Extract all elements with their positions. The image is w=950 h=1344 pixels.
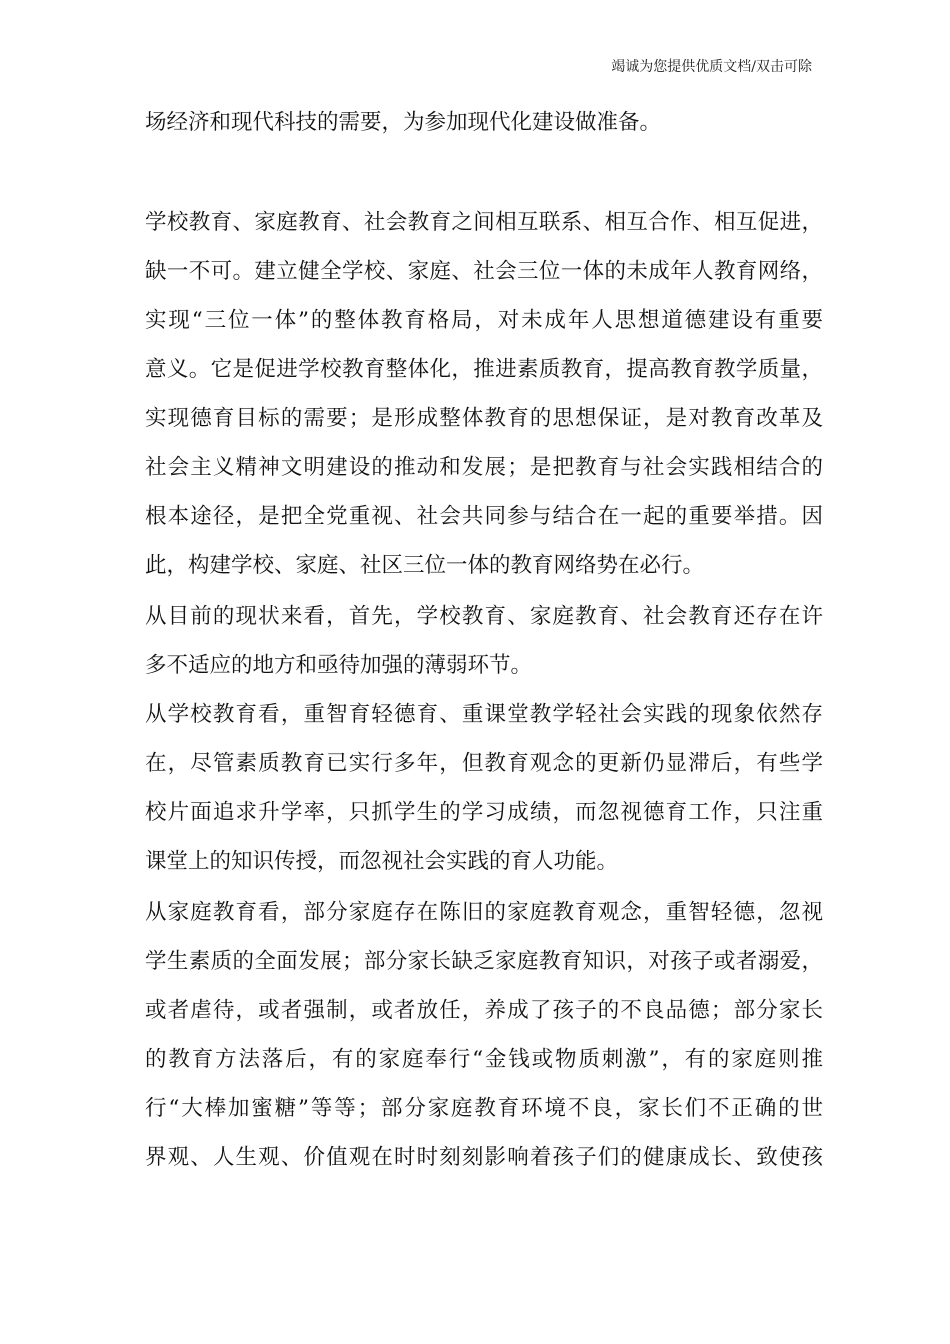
paragraph-family-education	[145, 888, 823, 1182]
header-note: 竭诚为您提供优质文档/双击可除	[611, 59, 812, 75]
text-line: 意义。它是促进学校教育整体化，推进素质教育，提高教育教学质量，	[145, 357, 823, 382]
paragraph-current-status	[145, 592, 823, 690]
text-line: 学校教育、家庭教育、社会教育之间相互联系、相互合作、相互促进，	[145, 210, 823, 235]
text-line: 行“大棒加蜜糖”等等；部分家庭教育环境不良，家长们不正确的世	[145, 1096, 823, 1121]
text-line: 从家庭教育看，部分家庭存在陈旧的家庭教育观念，重智轻德，忽视	[145, 900, 823, 925]
text-line: 学生素质的全面发展；部分家长缺乏家庭教育知识，对孩子或者溺爱，	[145, 949, 823, 974]
text-line: 实现德育目标的需要；是形成整体教育的思想保证，是对教育改革及	[145, 406, 823, 431]
text-line: 缺一不可。建立健全学校、家庭、社会三位一体的未成年人教育网络，	[145, 259, 823, 284]
paragraph-intro-continuation	[145, 98, 823, 147]
text-line: 的教育方法落后，有的家庭奉行“金钱或物质刺激”，有的家庭则推	[145, 1047, 823, 1072]
text-line: 或者虐待，或者强制，或者放任，养成了孩子的不良品德；部分家长	[145, 998, 823, 1023]
text-line: 此，构建学校、家庭、社区三位一体的教育网络势在必行。	[145, 553, 705, 578]
text-line: 从目前的现状来看，首先，学校教育、家庭教育、社会教育还存在许	[145, 604, 823, 629]
text-line: 课堂上的知识传授，而忽视社会实践的育人功能。	[145, 849, 619, 874]
text-line: 多不适应的地方和亟待加强的薄弱环节。	[145, 653, 533, 678]
paragraph-school-education	[145, 690, 823, 886]
text-line: 实现“三位一体”的整体教育格局，对未成年人思想道德建设有重要	[145, 308, 823, 333]
text-line: 界观、人生观、价值观在时时刻刻影响着孩子们的健康成长、致使孩	[145, 1145, 823, 1170]
paragraph-three-in-one	[145, 198, 823, 590]
text-line: 在，尽管素质教育已实行多年，但教育观念的更新仍显滞后，有些学	[145, 751, 823, 776]
text-line: 社会主义精神文明建设的推动和发展；是把教育与社会实践相结合的	[145, 455, 823, 480]
text-line: 场经济和现代科技的需要，为参加现代化建设做准备。	[145, 110, 662, 135]
text-line: 根本途径，是把全党重视、社会共同参与结合在一起的重要举措。因	[145, 504, 823, 529]
text-line: 从学校教育看，重智育轻德育、重课堂教学轻社会实践的现象依然存	[145, 702, 823, 727]
text-line: 校片面追求升学率，只抓学生的学习成绩，而忽视德育工作，只注重	[145, 800, 823, 825]
